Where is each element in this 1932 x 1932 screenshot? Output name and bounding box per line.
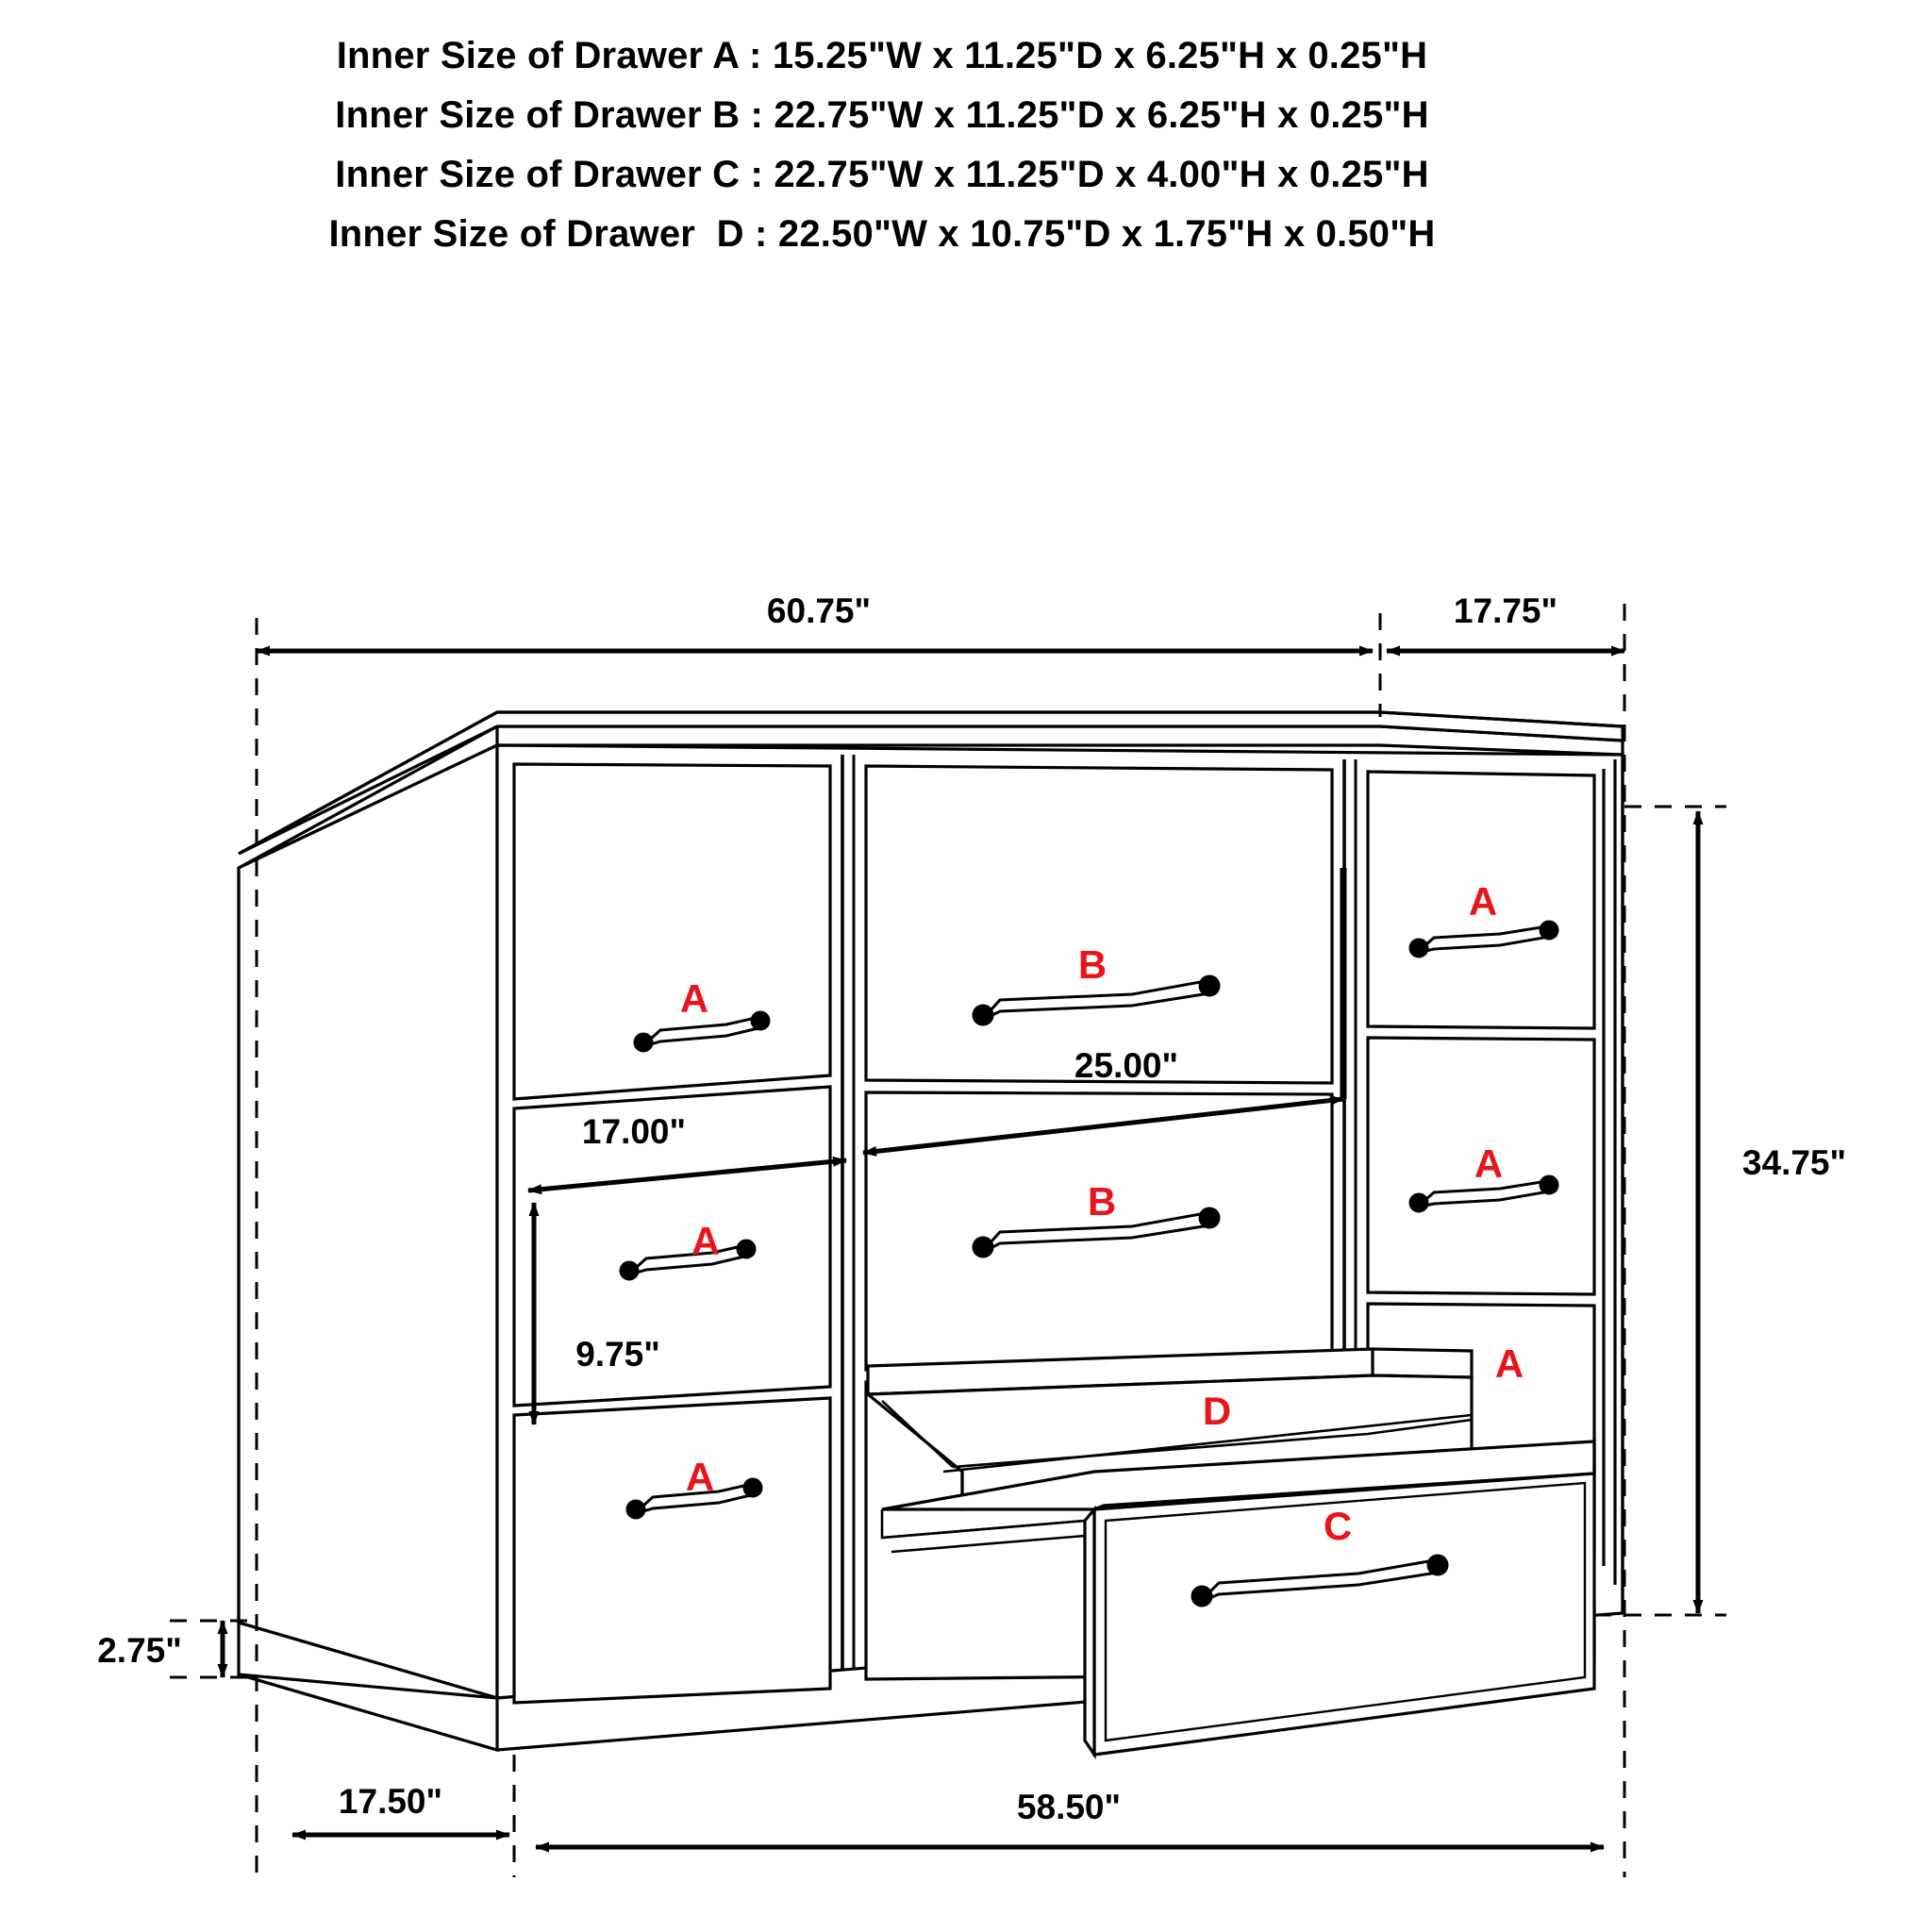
dim-label-bottom-depth: 17.50" [338, 1782, 443, 1821]
spec-line-drawer-d: Inner Size of Drawer D : 22.50"W x 10.75"D x 1.75"H x 0.50"H [328, 213, 1436, 255]
label-drawer-center-top: B [1077, 942, 1108, 987]
spec-line-drawer-a: Inner Size of Drawer A : 15.25"W x 11.25"D x 6.25"H x 0.25"H [336, 35, 1428, 76]
dim-label-drawer-large-width: 25.00" [1074, 1046, 1179, 1085]
label-drawer-left-top: A [679, 976, 709, 1021]
dim-label-top-width: 60.75" [766, 591, 872, 630]
label-drawer-tray-d: D [1202, 1389, 1232, 1433]
label-drawer-right-top: A [1468, 879, 1498, 924]
label-drawer-left-middle: A [691, 1219, 721, 1263]
dim-label-base-height: 2.75" [97, 1631, 182, 1670]
drawer-center-top-face [866, 766, 1332, 1083]
label-drawer-right-middle: A [1474, 1141, 1504, 1186]
label-drawer-left-bottom: A [685, 1455, 715, 1499]
drawer-left-bottom-face [514, 1398, 830, 1703]
label-drawer-right-lower: A [1494, 1341, 1524, 1386]
cabinet-body [239, 712, 1623, 1755]
drawer-c-left-edge [1085, 1509, 1094, 1755]
dim-label-right-height: 34.75" [1741, 1143, 1847, 1182]
label-drawer-center-middle: B [1087, 1179, 1117, 1224]
drawer-left-top-face [514, 764, 830, 1099]
dim-label-bottom-width: 58.50" [1016, 1788, 1122, 1826]
left-side-panel [239, 745, 497, 1698]
label-drawer-bottom-c: C [1323, 1504, 1353, 1548]
dim-label-drawer-height: 9.75" [575, 1335, 660, 1374]
dim-label-top-depth: 17.75" [1453, 591, 1558, 630]
spec-line-drawer-c: Inner Size of Drawer C : 22.75"W x 11.25"D x 4.00"H x 0.25"H [335, 154, 1429, 195]
dim-label-drawer-small-width: 17.00" [581, 1112, 687, 1151]
spec-line-drawer-b: Inner Size of Drawer B : 22.75"W x 11.25"D x 6.25"H x 0.25"H [335, 94, 1429, 136]
